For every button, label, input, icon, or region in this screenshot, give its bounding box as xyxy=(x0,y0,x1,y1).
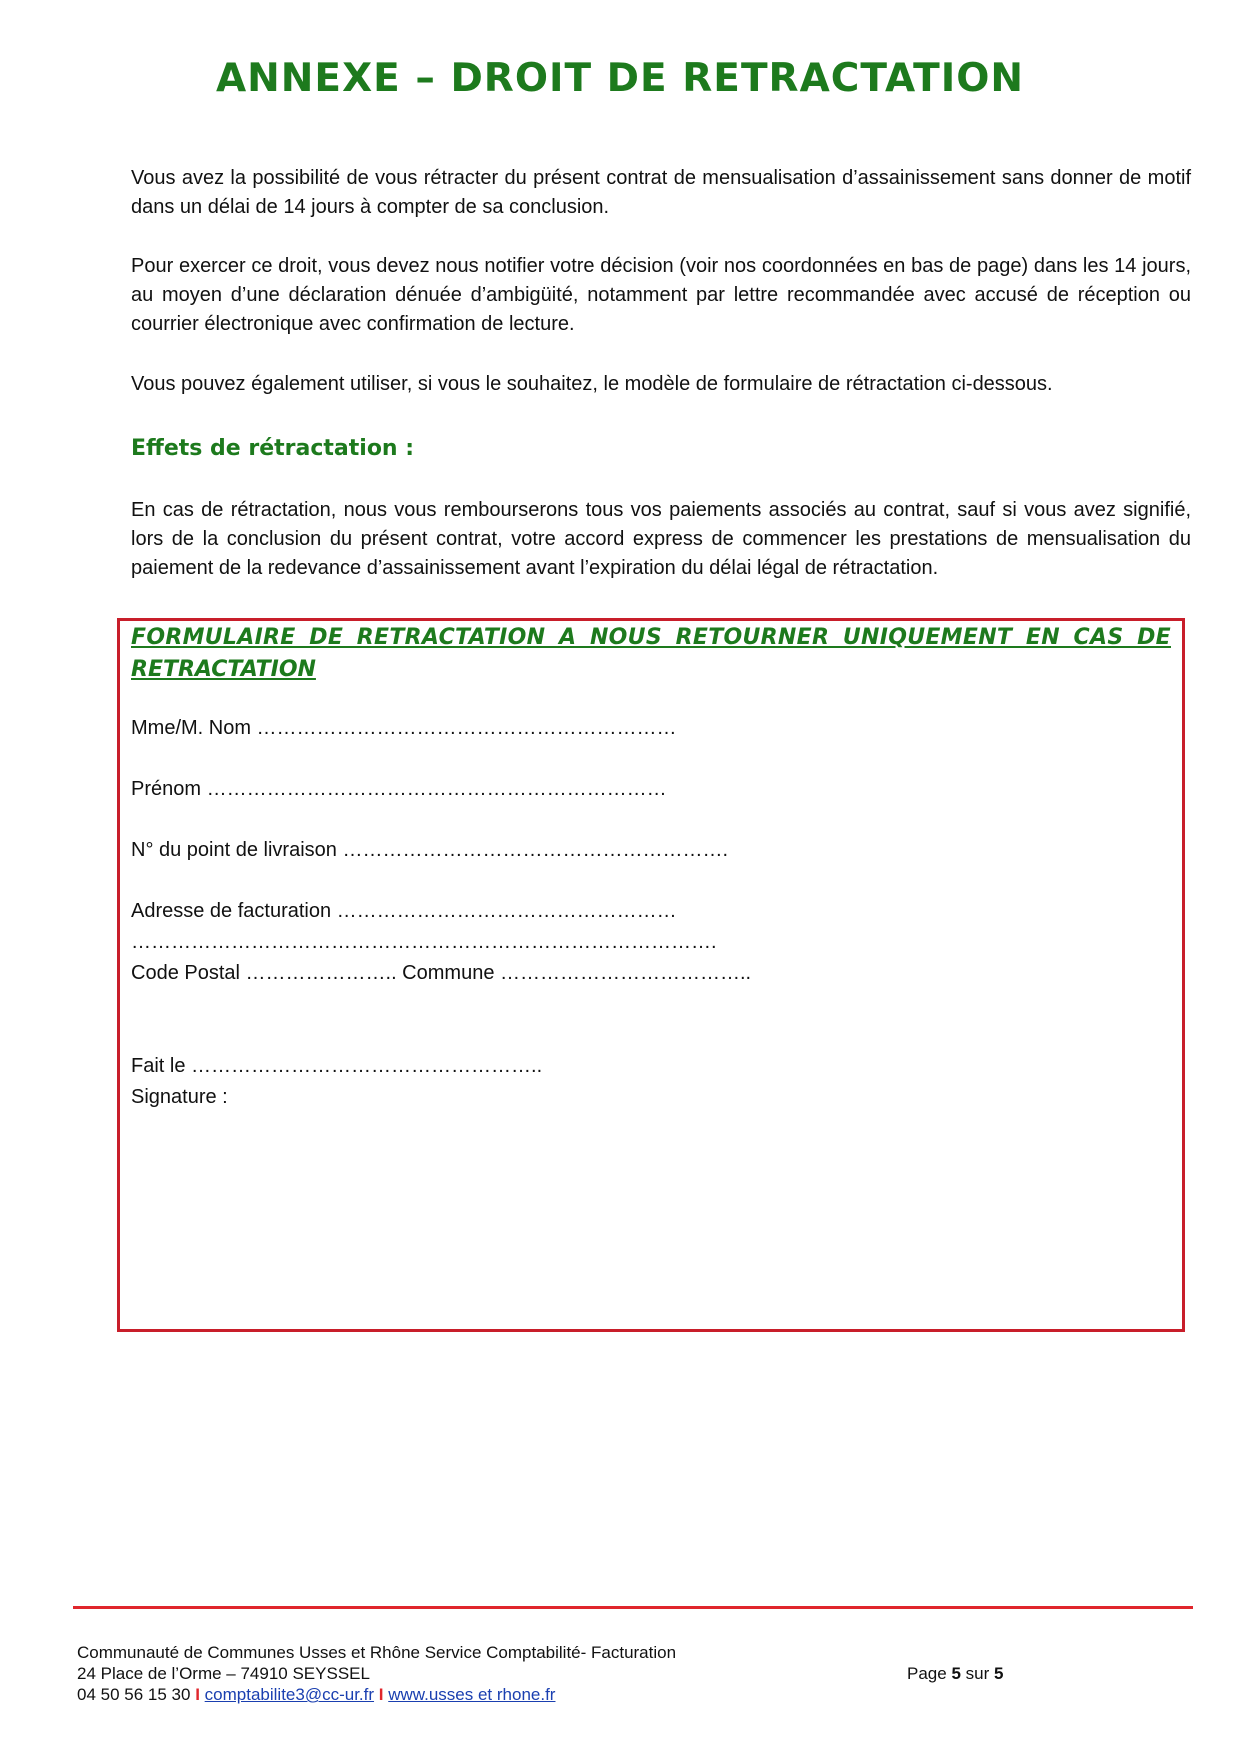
page-total: 5 xyxy=(994,1664,1004,1683)
footer-phone: 04 50 56 15 30 xyxy=(77,1685,191,1704)
paragraph-exercise-right: Pour exercer ce droit, vous devez nous notifier votre décision (voir nos coordonnées en bas de page) dans les 14 jours, au moyen d’une déclaration dénuée d’ambigüité, notamment par lettre recommandée avec accusé de réception ou courrier électronique avec confirmation de lecture. xyxy=(131,255,1191,335)
field-nom: Mme/M. Nom ……………………………………………………… xyxy=(131,717,677,739)
footer-organisation: Communauté de Communes Usses et Rhône Service Comptabilité- Facturation xyxy=(77,1643,677,1662)
footer-divider xyxy=(73,1606,1193,1609)
form-title-line1: FORMULAIRE DE RETRACTATION A NOUS RETOURNER UNIQUEMENT EN CAS DE xyxy=(131,625,1171,650)
paragraph-effects: En cas de rétractation, nous vous rembourserons tous vos paiements associés au contrat, sauf si vous avez signifié, lors de la conclusion du présent contrat, votre accord express de commencer les prestations de mensualisation du paiement de la redevance d’assainissement avant l’expiration du délai légal de rétractation. xyxy=(131,499,1191,579)
footer-website-link[interactable]: www.usses et rhone.fr xyxy=(388,1685,556,1704)
form-title-line2: RETRACTATION xyxy=(131,657,316,682)
field-code-postal-commune: Code Postal ………………….. Commune ……………………………….. xyxy=(131,962,752,984)
page-label: Page xyxy=(907,1664,947,1683)
footer-separator: I xyxy=(195,1685,200,1704)
field-prenom: Prénom …………………………………………………………… xyxy=(131,778,667,800)
effects-heading: Effets de rétractation : xyxy=(131,436,415,461)
field-adresse-facturation: Adresse de facturation …………………………………………… xyxy=(131,900,677,922)
field-adresse-suite: ……………………………………………………………………………. xyxy=(131,931,717,953)
footer-contact xyxy=(77,1684,555,1705)
page-number xyxy=(907,1663,1003,1684)
page-of: sur xyxy=(965,1664,990,1683)
footer-address: 24 Place de l’Orme – 74910 SEYSSEL xyxy=(77,1664,370,1683)
footer-email-link[interactable]: comptabilite3@cc-ur.fr xyxy=(204,1685,375,1704)
paragraph-intro: Vous avez la possibilité de vous rétracter du présent contrat de mensualisation d’assainissement sans donner de motif dans un délai de 14 jours à compter de sa conclusion. xyxy=(131,167,1191,218)
page-current: 5 xyxy=(951,1664,961,1683)
footer-separator: I xyxy=(378,1685,384,1704)
field-signature: Signature : xyxy=(131,1086,228,1108)
field-fait-le: Fait le …………………………………………….. xyxy=(131,1055,543,1077)
field-point-livraison: N° du point de livraison …………………………………………………. xyxy=(131,839,729,861)
paragraph-form-model: Vous pouvez également utiliser, si vous le souhaitez, le modèle de formulaire de rétractation ci-dessous. xyxy=(131,373,1053,395)
page-title: ANNEXE – DROIT DE RETRACTATION xyxy=(215,56,1025,101)
